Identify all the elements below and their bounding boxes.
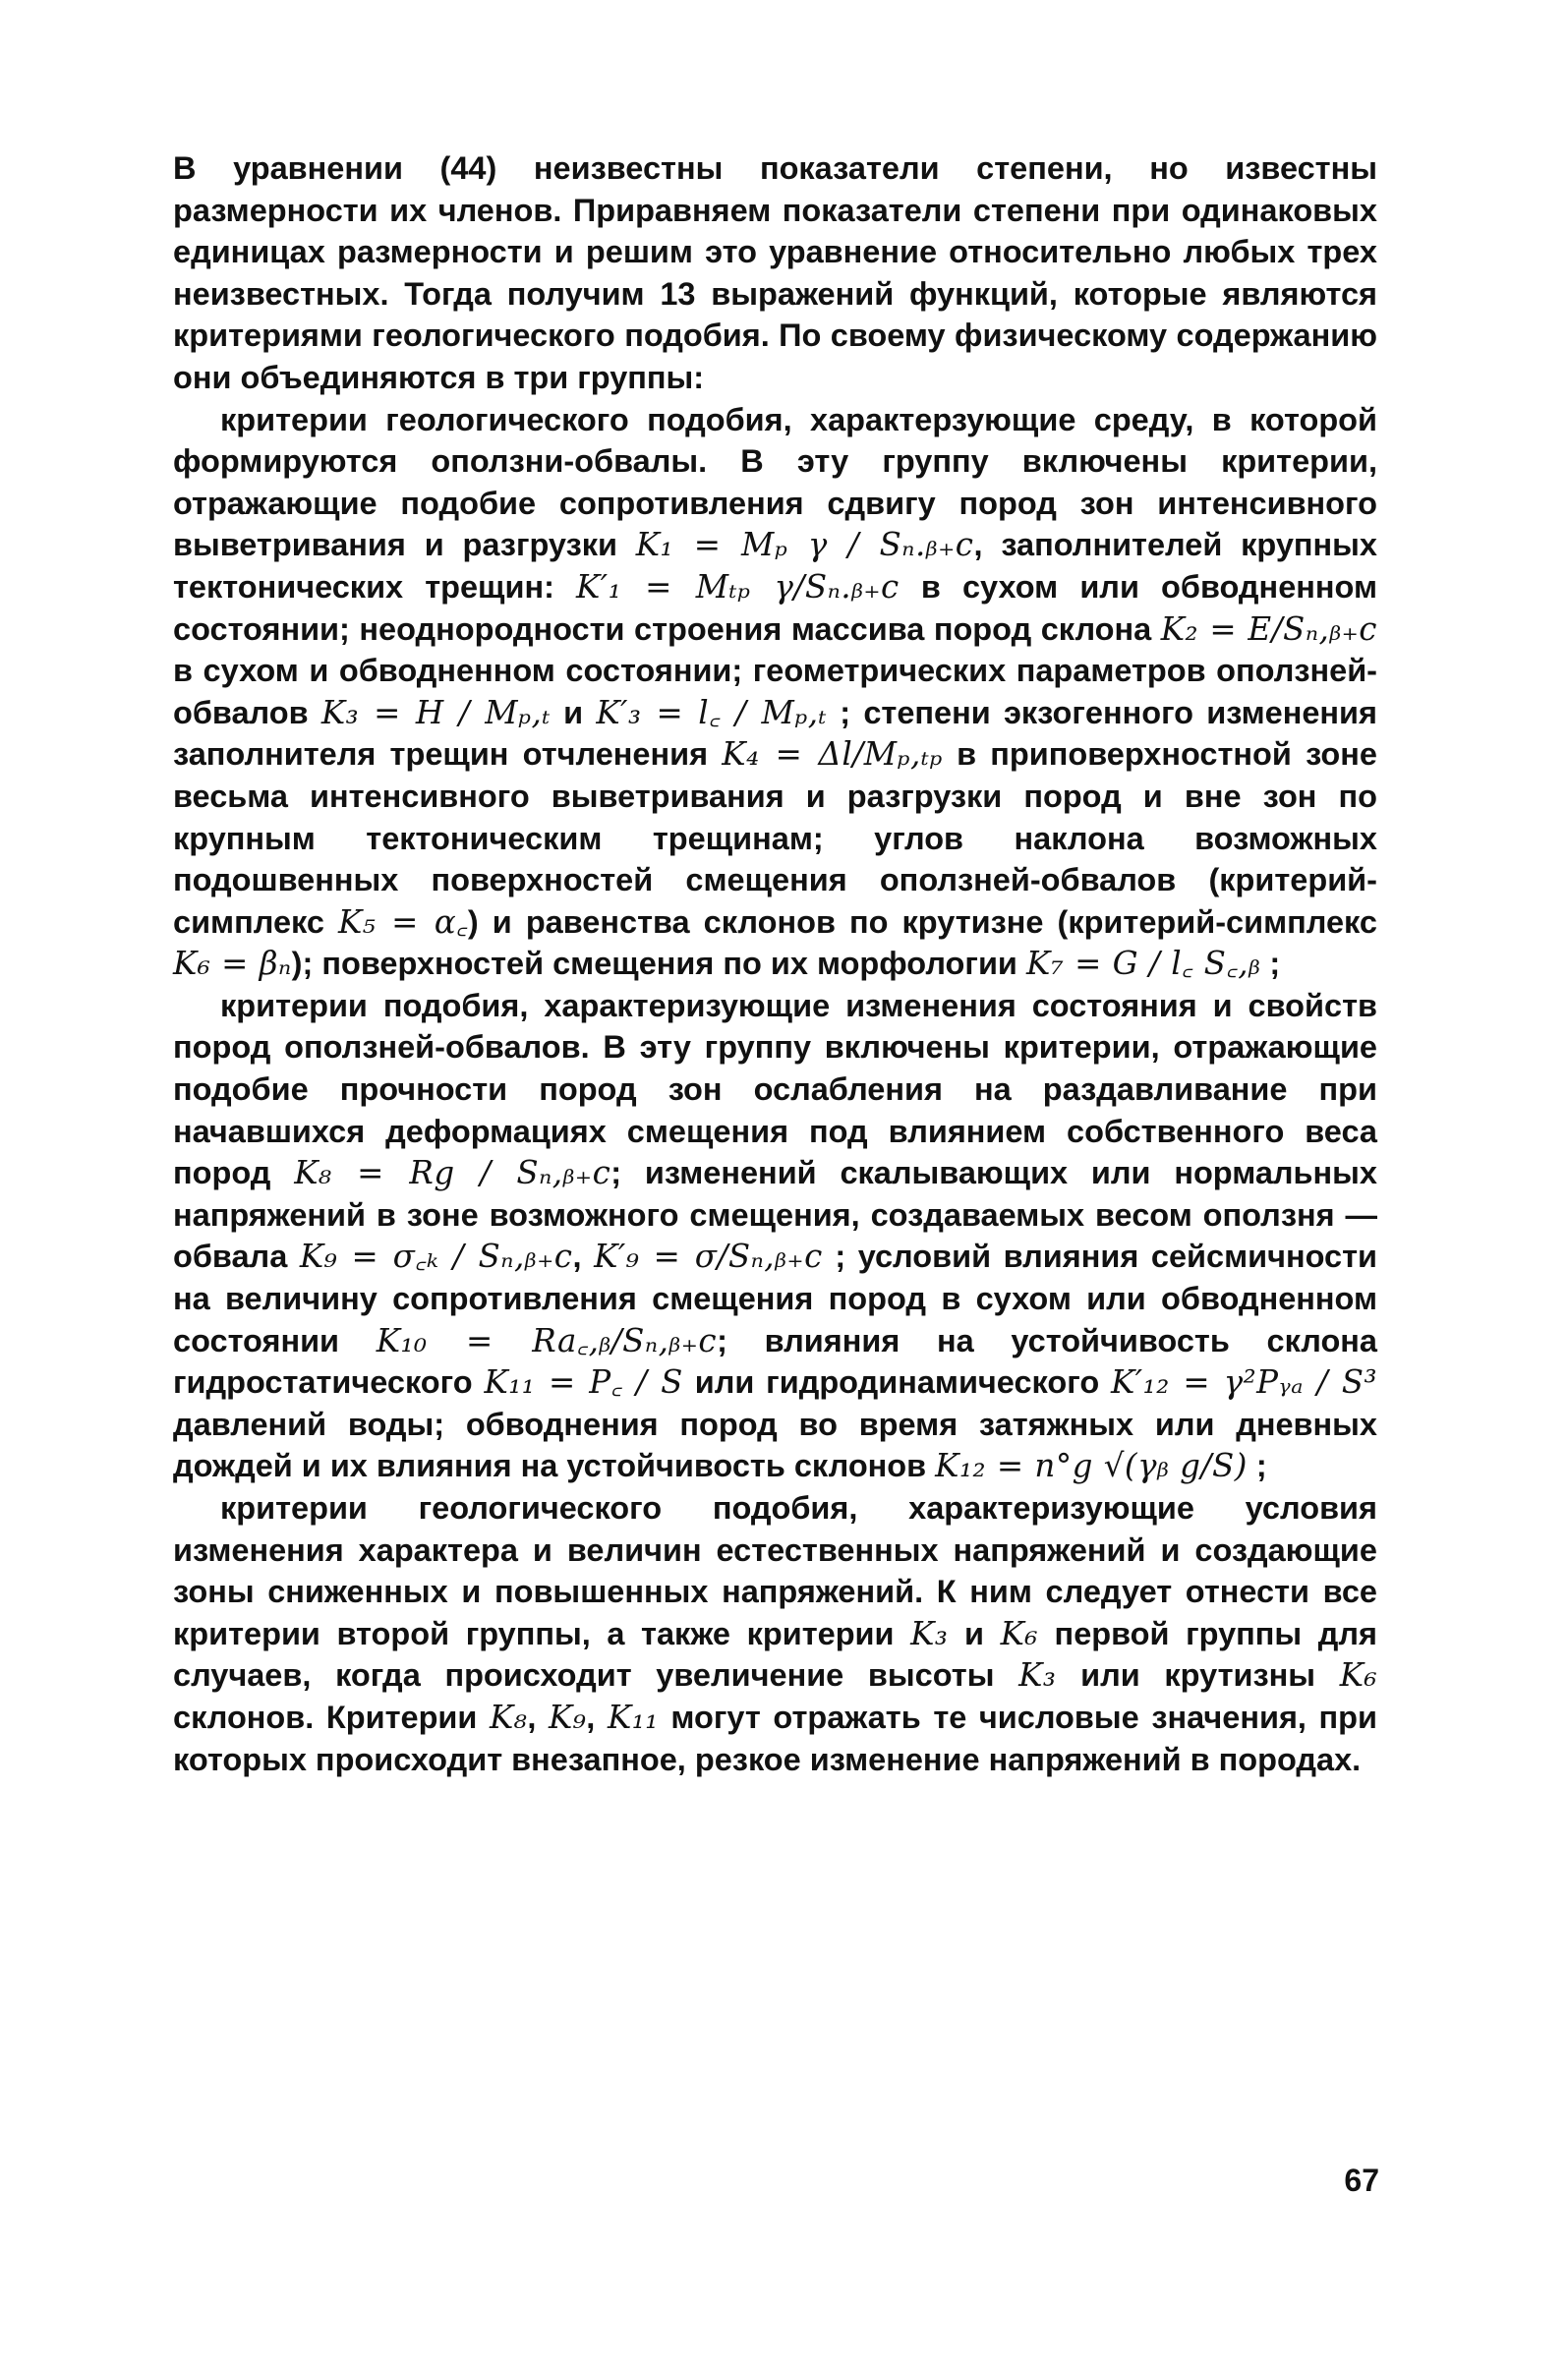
text-run: ; влияния на устойчивость склона гидростатического: [173, 1322, 1378, 1401]
formula: K′₉ = σ/Sₙ,ᵦ₊c: [594, 1238, 823, 1276]
text-run: в сухом и обводненном состоянии; геометрических параметров оползней-обвалов: [173, 653, 1377, 730]
paragraph: [173, 147, 1377, 399]
formula: K₈: [490, 1698, 528, 1736]
text-run: склонов. Критерии: [173, 1699, 490, 1735]
formula: K₃: [910, 1614, 949, 1652]
text-run: ; изменений скалывающих или нормальных напряжений в зоне возможного смещения, создаваемых весом оползня — обвала: [173, 1155, 1377, 1275]
formula: K₂ = E/Sₙ,ᵦ₊c: [1160, 609, 1377, 648]
text-run: могут отражать те числовые значения, при которых происходит внезапное, резкое изменение напряжений в породах.: [173, 1699, 1378, 1777]
formula: K₆: [1339, 1656, 1378, 1695]
formula: K₁ = Mₚ γ / Sₙ.ᵦ₊c: [635, 526, 974, 564]
text-run: В уравнении (44) неизвестны показатели степени, но известны размерности их членов. Приравняем показатели степени при одинаковых единицах размерности и решим это уравнение относительно любых трех неизвестных. Тогда получим 13 выражений функций, которые являются критериями геологического подобия. По своему физическому содержанию они объединяются в три группы:: [173, 150, 1377, 395]
body-text: [173, 147, 1377, 1780]
text-run: и: [948, 1615, 1001, 1651]
text-run: критерии геологического подобия, характеризующие условия изменения характера и величин естественных напряжений и создающие зоны сниженных и повышенных напряжений. К ним следует отнести все критерии второй группы, а также критерии: [173, 1490, 1377, 1651]
text-run: или гидродинамического: [682, 1364, 1112, 1401]
text-run: ;: [1260, 946, 1281, 982]
text-run: ; условий влияния сейсмичности на величину сопротивления смещения пород в сухом или обводненном состоянии: [173, 1239, 1377, 1358]
formula: K₅ = α꜀: [337, 902, 468, 941]
text-run: ; степени экзогенного изменения заполнителя трещин отчленения: [173, 694, 1377, 773]
text-run: давлений воды; обводнения пород во время затяжных или дневных дождей и их влияния на устойчивость склонов: [173, 1406, 1377, 1484]
text-run: критерии геологического подобия, характерзующие среду, в которой формируются оползни-обвалы. В эту группу включены критерии, отражающие подобие сопротивления сдвигу пород зон интенсивного выветривания и разгрузки: [173, 401, 1377, 563]
formula: K₁₁: [607, 1698, 659, 1736]
formula: K₉: [548, 1698, 587, 1736]
formula: K₁₂ = n°g √(γᵦ g/S): [935, 1447, 1248, 1485]
text-run: ,: [586, 1699, 608, 1735]
formula: K′₁ = Mₜₚ γ/Sₙ.ᵦ₊c: [576, 567, 900, 606]
formula: K₆ = βₙ: [173, 945, 292, 983]
text-run: ;: [1247, 1448, 1267, 1484]
formula: K₄ = Δl/Mₚ,ₜₚ: [722, 735, 943, 774]
formula: K₆: [1000, 1614, 1038, 1652]
text-run: в сухом или обводненном состоянии; неоднородности строения массива пород склона: [173, 568, 1377, 647]
formula: K₁₁ = P꜀ / S: [484, 1363, 683, 1402]
formula: K₁₀ = Ra꜀,ᵦ/Sₙ,ᵦ₊c: [376, 1321, 718, 1359]
text-run: ); поверхностей смещения по их морфологии: [291, 946, 1026, 982]
text-run: критерии подобия, характеризующие изменения состояния и свойств пород оползней-обвалов. В эту группу включены критерии, отражающие подобие прочности пород зон ослабления на раздавливание при начавшихся деформациях смещения под влиянием собственного веса пород: [173, 987, 1377, 1191]
formula: K′₃ = l꜀ / Mₚ,ₜ: [596, 693, 828, 731]
formula: K₇ = G / l꜀ S꜀,ᵦ: [1025, 945, 1261, 983]
paragraph: [173, 399, 1377, 985]
text-run: ) и равенства склонов по крутизне (критерий-симплекс: [467, 903, 1377, 940]
page-number: 67: [1344, 2163, 1379, 2198]
paragraph: [173, 1487, 1377, 1780]
text-run: в приповерхностной зоне весьма интенсивного выветривания и разгрузки пород и вне зон по крупным тектоническим трещинам; углов наклона возможных подошвенных поверхностей смещения оползней-обвалов (критерий-симплекс: [173, 736, 1377, 940]
formula: K₃ = H / Mₚ,ₜ: [320, 693, 551, 731]
paragraph: [173, 985, 1377, 1487]
text-run: первой группы для случаев, когда происходит увеличение высоты: [173, 1615, 1378, 1694]
text-run: ,: [572, 1239, 595, 1275]
text-run: или крутизны: [1056, 1657, 1340, 1694]
formula: K₃: [1018, 1656, 1057, 1695]
formula: K₈ = Rg / Sₙ,ᵦ₊c: [294, 1154, 611, 1192]
text-run: и: [550, 694, 597, 730]
formula: K′₁₂ = γ²Pᵧₐ / S³: [1111, 1363, 1378, 1402]
text-run: ,: [527, 1699, 549, 1735]
formula: K₉ = σ꜀ₖ / Sₙ,ᵦ₊c: [299, 1238, 573, 1276]
text-run: , заполнителей крупных тектонических трещин:: [173, 527, 1377, 605]
